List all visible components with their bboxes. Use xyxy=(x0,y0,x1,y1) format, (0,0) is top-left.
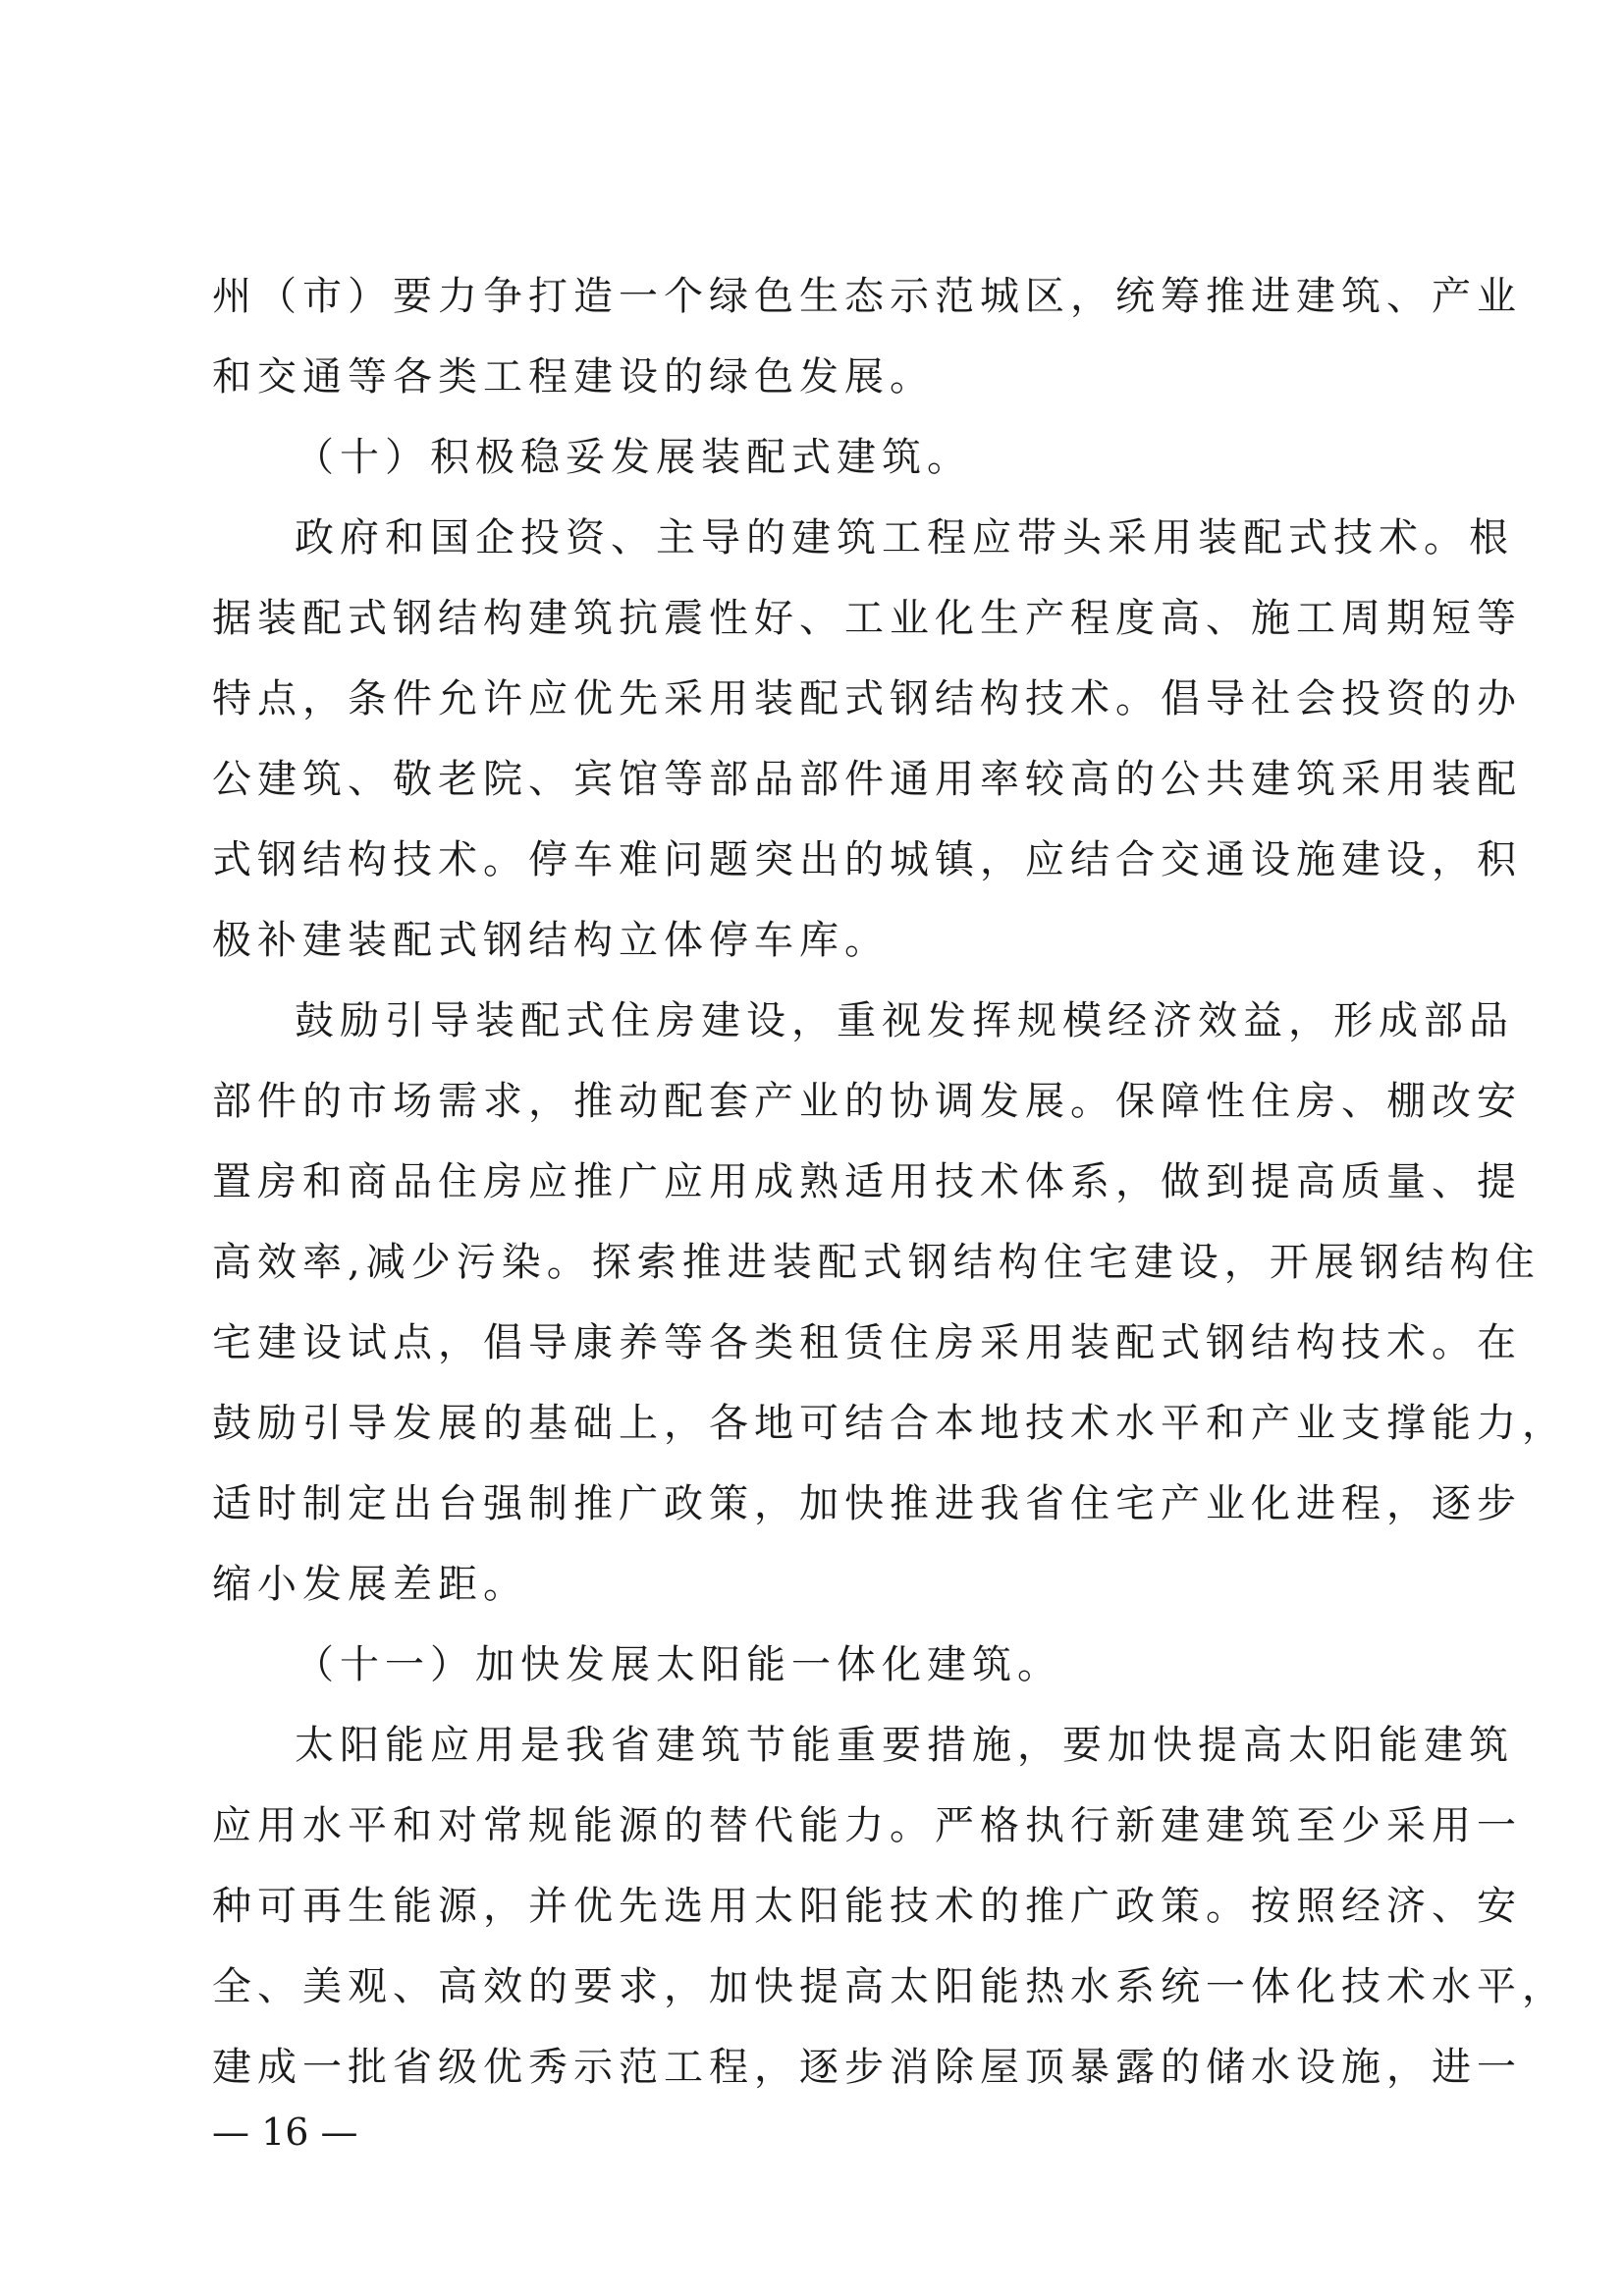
section-heading: （十一）加快发展太阳能一体化建筑。 xyxy=(295,1642,1062,1687)
body-line: 种可再生能源，并优先选用太阳能技术的推广政策。按照经济、安 xyxy=(212,1884,1522,1929)
section-heading: （十）积极稳妥发展装配式建筑。 xyxy=(295,435,972,480)
body-line: 和交通等各类工程建设的绿色发展。 xyxy=(212,354,935,400)
body-line: 极补建装配式钢结构立体停车库。 xyxy=(212,918,890,963)
body-line: 特点，条件允许应优先采用装配式钢结构技术。倡导社会投资的办 xyxy=(212,676,1522,721)
body-line: 高效率,减少污染。探索推进装配式钢结构住宅建设，开展钢结构住 xyxy=(212,1240,1541,1285)
paragraph-first-line: 政府和国企投资、主导的建筑工程应带头采用装配式技术。根 xyxy=(295,515,1514,561)
paragraph-first-line: 太阳能应用是我省建筑节能重要措施，要加快提高太阳能建筑 xyxy=(295,1723,1514,1768)
page-number: — 16 — xyxy=(212,2110,358,2154)
body-line: 公建筑、敬老院、宾馆等部品部件通用率较高的公共建筑采用装配 xyxy=(212,757,1522,802)
paragraph-first-line: 鼓励引导装配式住房建设，重视发挥规模经济效益，形成部品 xyxy=(295,998,1514,1043)
body-line: 全、美观、高效的要求，加快提高太阳能热水系统一体化技术水平， xyxy=(212,1964,1567,2009)
body-line: 宅建设试点，倡导康养等各类租赁住房采用装配式钢结构技术。在 xyxy=(212,1320,1522,1365)
body-line: 适时制定出台强制推广政策，加快推进我省住宅产业化进程，逐步 xyxy=(212,1481,1522,1526)
body-line: 据装配式钢结构建筑抗震性好、工业化生产程度高、施工周期短等 xyxy=(212,596,1522,641)
body-line: 鼓励引导发展的基础上，各地可结合本地技术水平和产业支撑能力， xyxy=(212,1401,1567,1446)
body-line: 置房和商品住房应推广应用成熟适用技术体系，做到提高质量、提 xyxy=(212,1159,1522,1204)
body-line: 州（市）要力争打造一个绿色生态示范城区，统筹推进建筑、产业 xyxy=(212,274,1522,319)
body-line: 缩小发展差距。 xyxy=(212,1562,528,1607)
body-line: 式钢结构技术。停车难问题突出的城镇，应结合交通设施建设，积 xyxy=(212,837,1522,882)
body-line: 应用水平和对常规能源的替代能力。严格执行新建建筑至少采用一 xyxy=(212,1803,1522,1848)
body-line: 建成一批省级优秀示范工程，逐步消除屋顶暴露的储水设施，进一 xyxy=(212,2045,1522,2090)
body-line: 部件的市场需求，推动配套产业的协调发展。保障性住房、棚改安 xyxy=(212,1079,1522,1124)
